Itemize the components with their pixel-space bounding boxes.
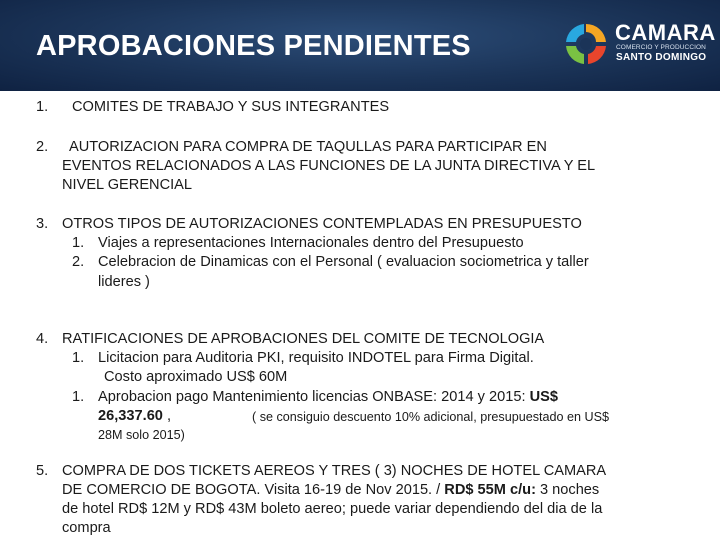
camara-logo xyxy=(562,16,720,74)
item-5-number: 5. xyxy=(36,463,49,479)
item-5-line-4: compra xyxy=(62,520,111,536)
logo-name: CAMARA xyxy=(615,20,716,45)
item-2-line-1: AUTORIZACION PARA COMPRA DE TAQULLAS PARA PARTICIPAR EN xyxy=(69,139,547,155)
item-4-sub-1-number: 1. xyxy=(72,350,85,366)
item-4-sub-2-line-1 xyxy=(98,388,558,408)
item-5-line-2 xyxy=(62,481,599,501)
item-3-sub-2-line-2: lideres ) xyxy=(98,274,150,290)
item-2-number: 2. xyxy=(36,139,49,155)
item-2-line-3: NIVEL GERENCIAL xyxy=(62,177,193,193)
item-3-number: 3. xyxy=(36,216,49,232)
item-4-sub-1-line-1: Licitacion para Auditoria PKI, requisito INDOTEL para Firma Digital. xyxy=(98,350,534,366)
item-3-text: OTROS TIPOS DE AUTORIZACIONES CONTEMPLADAS EN PRESUPUESTO xyxy=(62,216,582,232)
camara-swirl-logo-icon xyxy=(562,20,610,68)
item-4-sub-2-line-2 xyxy=(98,407,171,427)
slide-title: APROBACIONES PENDIENTES xyxy=(36,30,471,62)
item-3-sub-1-text: Viajes a representaciones Internacionales dentro del Presupuesto xyxy=(98,235,524,251)
item-5-line-3: de hotel RD$ 12M y RD$ 43M boleto aereo; puede variar dependiendo del dia de la xyxy=(62,501,603,517)
item-4-sub-2-amount: 26,337.60 xyxy=(98,408,163,424)
item-4-number: 4. xyxy=(36,331,49,347)
item-5-per-unit: c/u: xyxy=(509,482,536,498)
item-4-text: RATIFICACIONES DE APROBACIONES DEL COMITE DE TECNOLOGIA xyxy=(62,331,545,347)
item-2-line-2: EVENTOS RELACIONADOS A LAS FUNCIONES DE LA JUNTA DIRECTIVA Y EL xyxy=(62,158,596,174)
item-3-sub-1-number: 1. xyxy=(72,235,85,251)
logo-subtitle-1: COMERCIO Y PRODUCCION xyxy=(616,44,706,51)
item-1-text: COMITES DE TRABAJO Y SUS INTEGRANTES xyxy=(72,99,390,115)
item-1-number: 1. xyxy=(36,99,49,115)
item-4-sub-2-note-1: ( se consiguio descuento 10% adicional, presupuestado en US$ xyxy=(252,410,610,424)
logo-subtitle-2: SANTO DOMINGO xyxy=(616,52,707,63)
item-5-line-2-text: DE COMERCIO DE BOGOTA. Visita 16-19 de Nov 2015. / xyxy=(62,482,445,498)
item-3-sub-2-line-1: Celebracion de Dinamicas con el Personal ( evaluacion sociometrica y taller xyxy=(98,254,589,270)
item-4-sub-2-line-1-text: Aprobacion pago Mantenimiento licencias ONBASE: 2014 y 2015: xyxy=(98,389,530,405)
item-4-sub-2-currency: US$ xyxy=(529,389,558,405)
item-4-sub-1-line-2: Costo aproximado US$ 60M xyxy=(104,369,288,385)
item-5-line-2-suffix: 3 noches xyxy=(535,482,600,498)
item-4-sub-2-note-2: 28M solo 2015) xyxy=(98,428,185,442)
item-4-sub-2-number: 1. xyxy=(72,389,85,405)
item-3-sub-2-number: 2. xyxy=(72,254,85,270)
item-5-amount: RD$ 55M xyxy=(444,482,506,498)
item-5-line-1: COMPRA DE DOS TICKETS AEREOS Y TRES ( 3) NOCHES DE HOTEL CAMARA xyxy=(62,463,607,479)
slide-header xyxy=(0,0,720,91)
item-4-sub-2-separator: , xyxy=(162,408,172,424)
